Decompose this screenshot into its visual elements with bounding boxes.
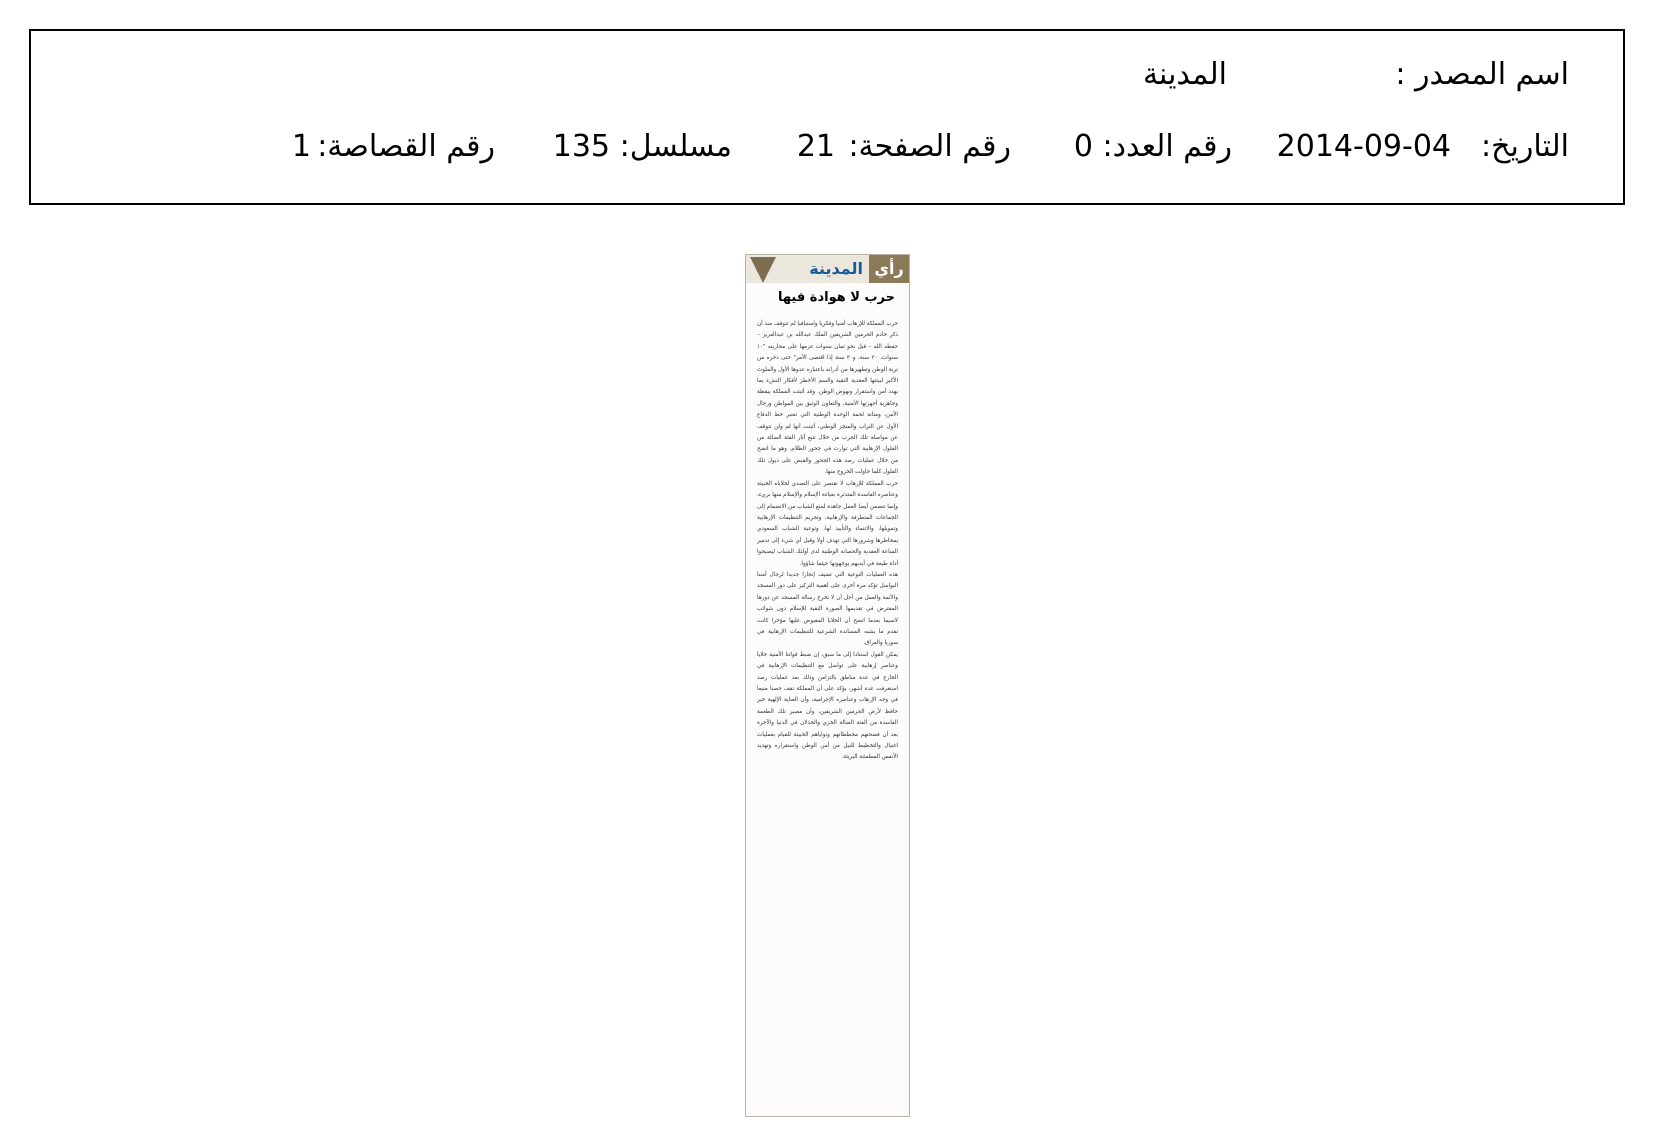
metadata-header — [29, 29, 1625, 205]
issue-label: رقم العدد: — [1102, 129, 1232, 164]
issue-value: 0 — [1073, 129, 1093, 164]
clip-number-label: رقم القصاصة: — [317, 129, 495, 164]
triangle-marker-icon — [750, 257, 776, 283]
clip-number-value: 1 — [291, 129, 311, 164]
article-paragraph: هذه العمليات النوعية التي تضيف إنجازا جديدا لرجال أمننا البواسل تؤكد مرة أخرى على أهمية التركيز على دور المسجد والأئمة والعمل من أجل أن لا تخرج رسالة المسجد عن دورها المفترض في تقديمها الصورة النقية للإسلام دون شوائب لاسيما بعدما اتضح أن الخلايا المقبوض عليها مؤخرا كانت تقدم ما يشبه المساندة الشرعية للتنظيمات الإرهابية في سوريا والعراق. — [757, 571, 898, 647]
article-paragraph: يمكن القول استنادا إلى ما سبق، إن ضبط قواتنا الأمنية خلايا وعناصر إرهابية على تواصل مع التنظيمات الإرهابية في الخارج في عدة مناطق بالتزامن وذلك بعد عمليات رصد استغرقت عدة أشهر، يؤكد على أن المملكة تقف حصنا منيعا في وجه الإرهاب وعناصره الإجرامية، وأن العناية الإلهية خير حافظ لأرض الحرمين الشريفين، وأن مصير تلك الطغمة الفاسدة من الفئة الضالة الخزي والخذلان في الدنيا والآخرة بعد أن فضحتهم مخططاتهم ونواياهم الخبيثة للقيام بعمليات اغتيال والتخطيط للنيل من أمن الوطن واستقراره وتهديد الأنفس المطمئنة البريئة. — [757, 651, 898, 761]
article-body — [757, 319, 898, 1102]
date-value: 2014-09-04 — [1276, 129, 1451, 164]
clipping-banner — [746, 255, 909, 283]
page-label: رقم الصفحة: — [848, 129, 1011, 164]
source-value: المدينة — [1142, 57, 1227, 92]
serial-value: 135 — [552, 129, 610, 164]
article-title: حرب لا هوادة فيها — [777, 290, 895, 305]
page-value: 21 — [796, 129, 835, 164]
article-paragraph: حرب المملكة للإرهاب لا تقتصر على التصدي لخلاياه الخبيثة وعناصره الفاسدة المتدثرة بعباءة الإسلام والإسلام منها بريء، وإنما تتضمن أيضا العمل جاهدة لمنع الشباب من الانضمام إلى الجماعات المتطرفة والإرهابية، وتجريم التنظيمات الإرهابية وتمويلها، والانتماء والتأييد لها، وتوعية الشباب السعودي بمخاطرها وشرورها التي تهدف أولا وقبل أي شيء إلى تدمير المناعة العقدية والحصانة الوطنية لدى أولئك الشباب ليصبحوا أداة طيعة في أيديهم يوجهونها حيثما شاؤوا. — [757, 480, 898, 567]
section-label: رأي — [869, 255, 909, 283]
serial-label: مسلسل: — [619, 129, 732, 164]
article-paragraph: حرب المملكة للإرهاب أمنيا وفكريا واستباقيا لم تتوقف منذ أن ذكر خادم الحرمين الشريفين الملك عبدالله بن عبدالعزيز – حفظه الله – قبل نحو ثمان سنوات عزمها على محاربته "١٠ سنوات، ٢٠ سنة، و٣٠ سنة إذا اقتضى الأمر" حتى دحره من تربة الوطن وتطهيرها من أدرانه باعتباره عدوها الأول والملوث الأكبر لبيئتها العقدية النقية والسم الأخطر لأفكار النشء بما يهدد أمن واستقرار ونهوض الوطن. وقد أثبتت المملكة بيقظة وجاهزية أجهزتها الأمنية، والتعاون الوثيق بين المواطن ورجال الأمن، ومتانة لحمة الوحدة الوطنية التي تعتبر خط الدفاع الأول عن التراب والمنجز الوطني، أثبتت أنها لم ولن تتوقف عن مواصلة تلك الحرب من خلال تتبع آثار الفئة الضالة من الفلول الإرهابية التي توارت في جحور الظلام، وهو ما اتضح من خلال عمليات رصد هذه الجحور والقبض على ذيول تلك الفلول كلما حاولت الخروج منها. — [757, 321, 898, 476]
date-label: التاريخ: — [1481, 129, 1569, 164]
newspaper-logo: المدينة — [809, 259, 863, 278]
source-label: اسم المصدر : — [1395, 57, 1569, 92]
newspaper-clipping — [745, 254, 910, 1117]
